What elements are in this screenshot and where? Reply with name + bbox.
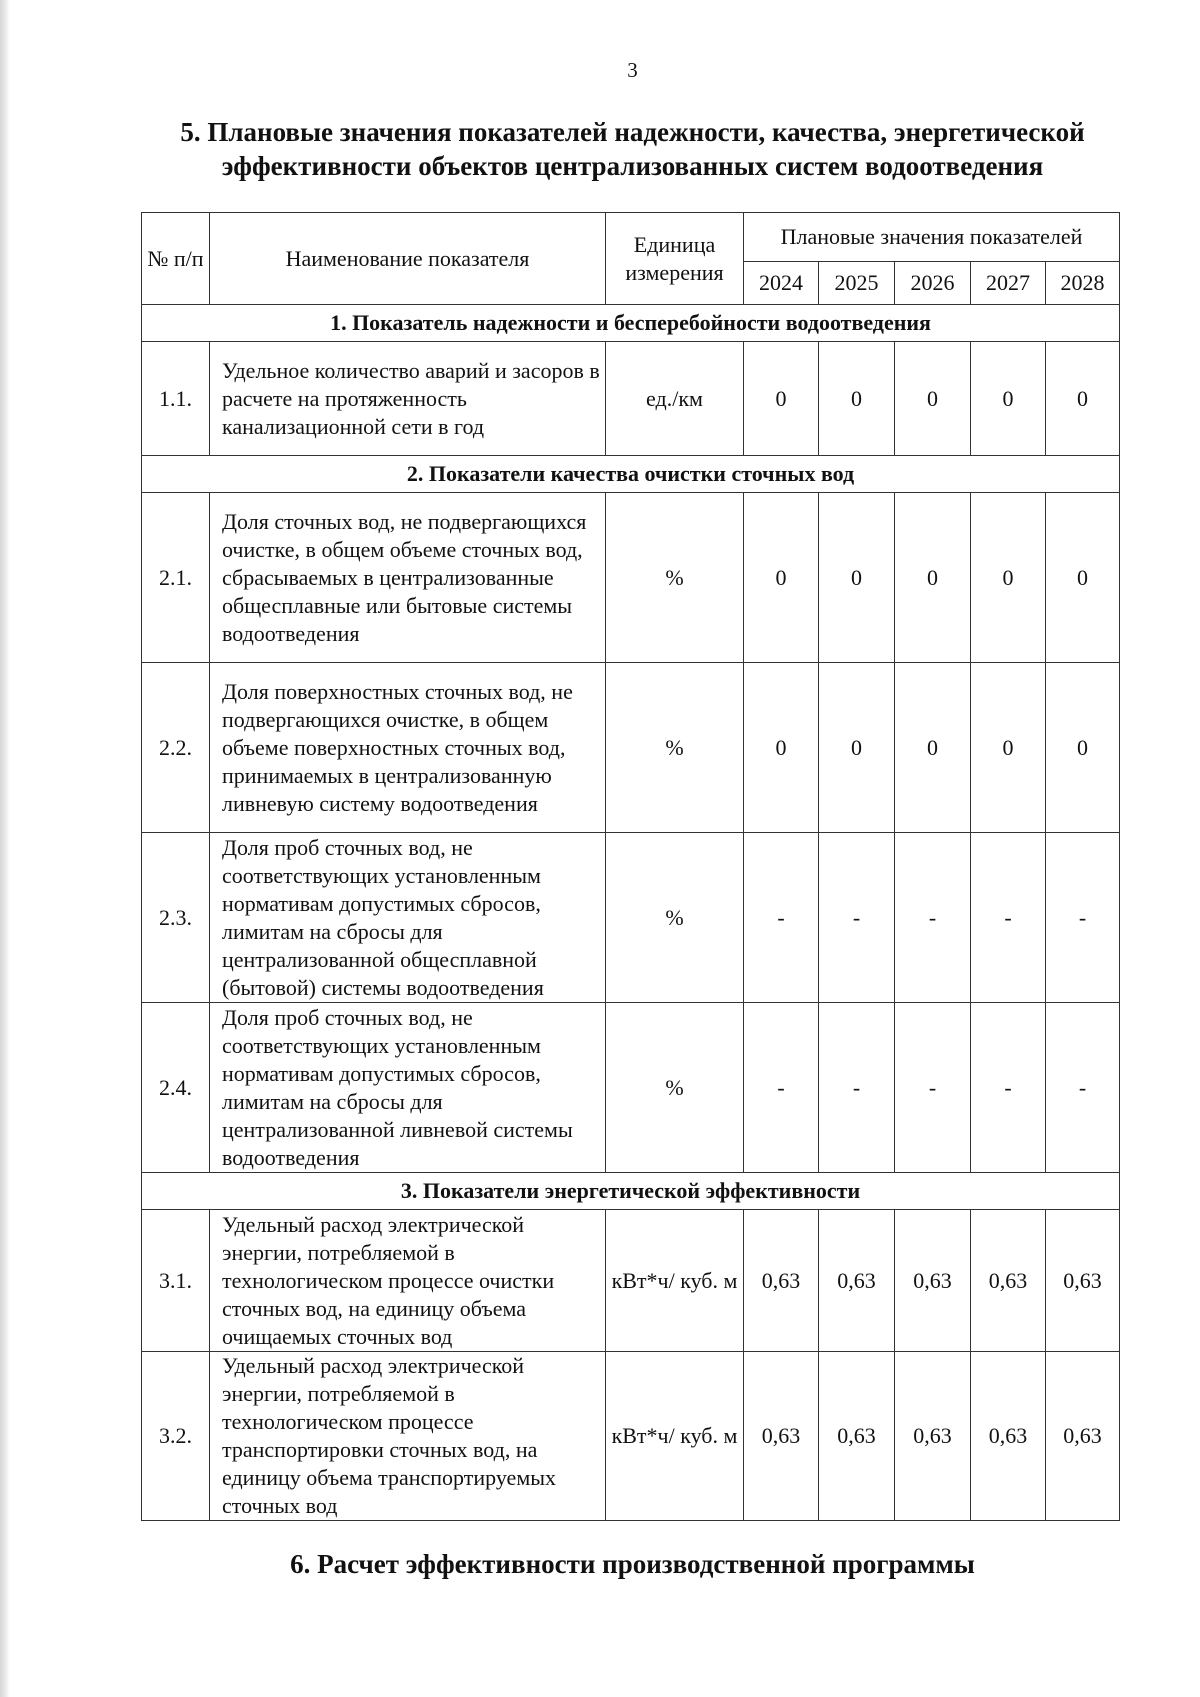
row-num: 2.1. (142, 493, 210, 663)
row-value: - (895, 833, 971, 1003)
row-name: Удельный расход электрической энергии, потребляемой в технологическом процессе транспортировки сточных вод, на единицу объема транспортируемых сточных вод (210, 1352, 606, 1521)
row-value: 0 (1046, 663, 1120, 833)
header-planned: Плановые значения показателей (744, 213, 1120, 262)
row-name: Доля сточных вод, не подвергающихся очистке, в общем объеме сточных вод, сбрасываемых в централизованные общесплавные или бытовые системы водоотведения (210, 493, 606, 663)
row-value: 0 (819, 342, 895, 456)
row-value: 0 (744, 663, 819, 833)
row-name: Доля проб сточных вод, не соответствующих установленным нормативам допустимых сбросов, лимитам на сбросы для централизованной ливневой системы водоотведения (210, 1003, 606, 1173)
row-name: Удельный расход электрической энергии, потребляемой в технологическом процессе очистки сточных вод, на единицу объема очищаемых сточных вод (210, 1210, 606, 1352)
header-unit: Единица измерения (606, 213, 744, 305)
table-row (142, 1003, 1120, 1173)
row-value: 0 (744, 493, 819, 663)
table-row (142, 1352, 1120, 1521)
header-year: 2026 (895, 262, 971, 305)
row-value: - (744, 1003, 819, 1173)
row-value: 0 (1046, 493, 1120, 663)
row-num: 2.2. (142, 663, 210, 833)
header-year: 2025 (819, 262, 895, 305)
row-num: 2.3. (142, 833, 210, 1003)
row-value: 0,63 (819, 1210, 895, 1352)
row-value: - (744, 833, 819, 1003)
row-value: - (1046, 1003, 1120, 1173)
section-row: 1. Показатель надежности и бесперебойности водоотведения (142, 305, 1120, 342)
row-name: Доля проб сточных вод, не соответствующих установленным нормативам допустимых сбросов, лимитам на сбросы для централизованной общесплавной (бытовой) системы водоотведения (210, 833, 606, 1003)
row-value: 0 (1046, 342, 1120, 456)
row-value: 0,63 (971, 1210, 1046, 1352)
row-unit: кВт*ч/ куб. м (606, 1210, 744, 1352)
section-5-title-line1: 5. Плановые значения показателей надежности, качества, энергетической (180, 117, 1085, 147)
row-value: - (971, 1003, 1046, 1173)
row-value: 0 (819, 663, 895, 833)
row-unit: ед./км (606, 342, 744, 456)
section-6-title: 6. Расчет эффективности производственной программы (290, 1549, 975, 1579)
table-row (142, 1210, 1120, 1352)
row-value: 0 (971, 493, 1046, 663)
row-value: 0,63 (744, 1352, 819, 1521)
row-value: - (971, 833, 1046, 1003)
table-row (142, 342, 1120, 456)
row-value: 0,63 (895, 1210, 971, 1352)
row-value: 0 (819, 493, 895, 663)
table-row (142, 833, 1120, 1003)
row-value: 0,63 (744, 1210, 819, 1352)
header-year: 2024 (744, 262, 819, 305)
header-num: № п/п (142, 213, 210, 305)
row-value: - (819, 1003, 895, 1173)
table-row (142, 663, 1120, 833)
row-unit: % (606, 1003, 744, 1173)
row-value: 0 (744, 342, 819, 456)
row-value: 0,63 (1046, 1352, 1120, 1521)
row-unit: % (606, 493, 744, 663)
section-row: 2. Показатели качества очистки сточных вод (142, 456, 1120, 493)
row-value: - (895, 1003, 971, 1173)
header-name: Наименование показателя (210, 213, 606, 305)
row-value: 0 (895, 493, 971, 663)
section-row: 3. Показатели энергетической эффективности (142, 1173, 1120, 1210)
page-number: 3 (627, 58, 638, 82)
row-value: 0,63 (819, 1352, 895, 1521)
row-value: 0,63 (971, 1352, 1046, 1521)
row-value: 0 (895, 663, 971, 833)
row-value: 0,63 (895, 1352, 971, 1521)
row-value: 0,63 (1046, 1210, 1120, 1352)
row-unit: кВт*ч/ куб. м (606, 1352, 744, 1521)
row-num: 3.1. (142, 1210, 210, 1352)
row-num: 3.2. (142, 1352, 210, 1521)
row-value: - (1046, 833, 1120, 1003)
row-name: Доля поверхностных сточных вод, не подвергающихся очистке, в общем объеме поверхностных сточных вод, принимаемых в централизованную ливневую систему водоотведения (210, 663, 606, 833)
row-value: 0 (895, 342, 971, 456)
row-name: Удельное количество аварий и засоров в расчете на протяженность канализационной сети в год (210, 342, 606, 456)
scan-edge (0, 0, 10, 1697)
table-row (142, 493, 1120, 663)
header-year: 2027 (971, 262, 1046, 305)
row-value: 0 (971, 663, 1046, 833)
row-num: 2.4. (142, 1003, 210, 1173)
section-5-title (140, 115, 1125, 183)
header-year: 2028 (1046, 262, 1120, 305)
row-unit: % (606, 663, 744, 833)
row-value: - (819, 833, 895, 1003)
indicators-table (141, 212, 1120, 1521)
row-unit: % (606, 833, 744, 1003)
row-num: 1.1. (142, 342, 210, 456)
section-5-title-line2: эффективности объектов централизованных систем водоотведения (221, 151, 1044, 181)
row-value: 0 (971, 342, 1046, 456)
